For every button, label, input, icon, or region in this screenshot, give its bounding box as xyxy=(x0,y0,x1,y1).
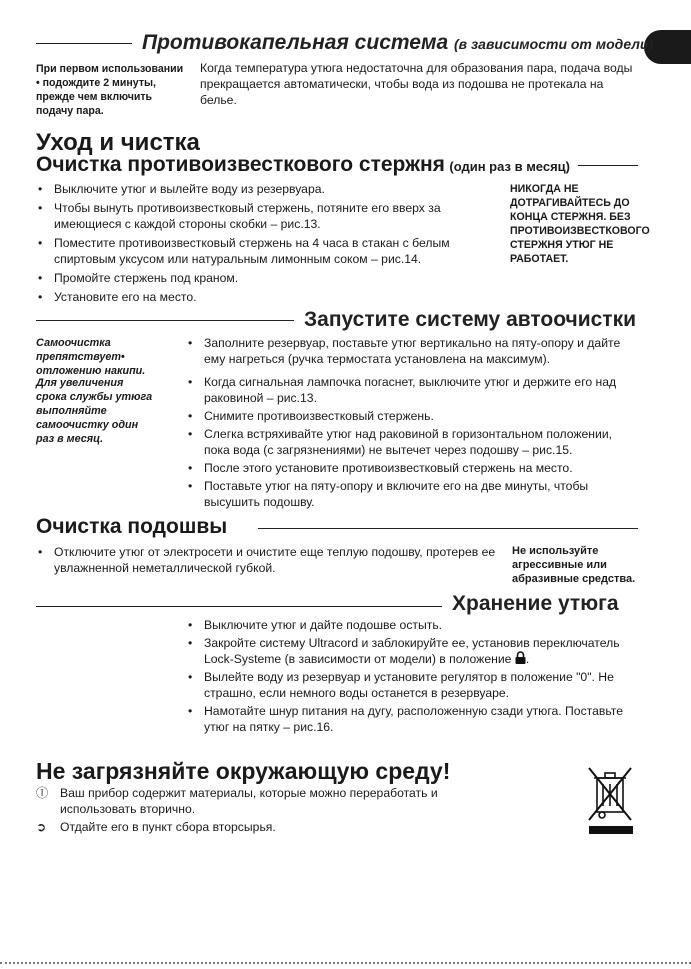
list-item: • Установите его на место. xyxy=(38,290,197,304)
heading-rule xyxy=(258,528,638,529)
care-title: Уход и чистка xyxy=(36,129,200,156)
info-bullet-icon: Ⓘ xyxy=(36,786,49,800)
antidrip-heading xyxy=(142,31,653,55)
list-item: • Снимите противоизвестковый стержень. xyxy=(188,409,434,423)
selfclean-list xyxy=(188,335,640,510)
list-item: ➲ Отдайте его в пункт сбора вторсырья. xyxy=(36,820,276,834)
list-item: Ⓘ Ваш прибор содержит материалы, которые можно переработать и использовать вторично. xyxy=(36,786,438,816)
antidrip-heading-text: Противокапельная система xyxy=(142,31,449,54)
heading-rule xyxy=(578,165,638,166)
list-item: • Выключите утюг и вылейте воду из резервуара. xyxy=(38,182,325,196)
list-item: • Отключите утюг от электросети и очистите еще теплую подошву, протерев ее увлажненной неметаллической губкой. xyxy=(38,545,496,575)
heading-rule xyxy=(36,43,132,44)
selfclean-heading: Запустите систему автоочистки xyxy=(304,308,637,331)
anticalc-heading xyxy=(36,153,570,177)
arrow-bullet-icon: ➲ xyxy=(36,820,47,834)
lock-icon xyxy=(515,651,526,664)
antidrip-heading-note: (в зависимости от модели) xyxy=(454,36,654,52)
heading-rule xyxy=(36,320,294,321)
heading-rule xyxy=(36,606,442,607)
antidrip-side-note: При первом использовании • подождите 2 минуты, прежде чем включить подачу пара. xyxy=(36,63,184,117)
environment-heading: Не загрязняйте окружающую среду! xyxy=(36,758,451,784)
anticalc-heading-note: (один раз в месяц) xyxy=(449,159,570,174)
list-item: • Чтобы вынуть противоизвестковый стержень, потяните его вверх за имеющиеся с каждой стороны скобки – рис.13. xyxy=(38,201,441,231)
list-item: • Закройте систему Ultracord и заблокируйте ее, установив переключатель Lock-Systeme (в зависимости от модели) в положение . xyxy=(188,636,620,666)
list-item: • После этого установите противоизвестковый стержень на место. xyxy=(188,461,573,475)
soleplate-list xyxy=(38,544,506,576)
selfclean-side-note-2: Для увеличения срока службы утюга выполняйте самоочистку один раз в месяц. xyxy=(36,377,153,445)
list-item: • Поставьте утюг на пяту-опору и включите его на две минуты, чтобы высушить подошву. xyxy=(188,479,589,509)
list-item: • Намотайте шнур питания на дугу, расположенную сзади утюга. Поставьте утюг на пятку – рис.16. xyxy=(188,704,624,734)
anticalc-list xyxy=(38,181,506,305)
list-item: • Когда сигнальная лампочка погаснет, выключите утюг и держите его над раковиной – рис.13. xyxy=(188,375,617,405)
anticalc-heading-text: Очистка противоизвесткового стержня xyxy=(36,153,445,176)
selfclean-side-note-1: Самоочистка препятствует• отложению накипи. xyxy=(36,337,146,377)
page-bottom-border xyxy=(0,962,691,964)
soleplate-warning: Не используйте агрессивные или абразивные средства. xyxy=(512,545,636,585)
list-item: • Поместите противоизвестковый стержень на 4 часа в стакан с белым спиртовым уксусом или натуральным лимонным соком – рис.14. xyxy=(38,236,450,266)
storage-heading: Хранение утюга xyxy=(452,592,619,615)
crossed-out-bin-icon xyxy=(585,762,637,836)
list-item: • Выключите утюг и дайте подошве остыть. xyxy=(188,618,443,632)
environment-list xyxy=(36,785,506,835)
list-item: • Промойте стержень под краном. xyxy=(38,271,239,285)
storage-list xyxy=(188,617,644,735)
anticalc-warning: НИКОГДА НЕ ДОТРАГИВАЙТЕСЬ ДО КОНЦА СТЕРЖНЯ. БЕЗ ПРОТИВОИЗВЕСТКОВОГО СТЕРЖНЯ УТЮГ НЕ РАБОТАЕТ. xyxy=(510,183,650,265)
list-item: • Заполните резервуар, поставьте утюг вертикально на пяту-опору и дайте ему нагреться (ручка термостата установлена на максимум). xyxy=(188,336,621,366)
list-item: • Вылейте воду из резервуар и установите регулятор в положение "0". Не страшно, если немного воды останется в резервуаре. xyxy=(188,670,614,700)
antidrip-text: Когда температура утюга недостаточна для образования пара, подача воды прекращается автоматически, чтобы вода из подошва не протекала на белье. xyxy=(200,61,633,107)
soleplate-heading: Очистка подошвы xyxy=(36,515,228,538)
list-item: • Слегка встряхивайте утюг над раковиной в горизонтальном положении, пока вода (с загрязнениями) не вытечет через подошву – рис.15. xyxy=(188,427,613,457)
